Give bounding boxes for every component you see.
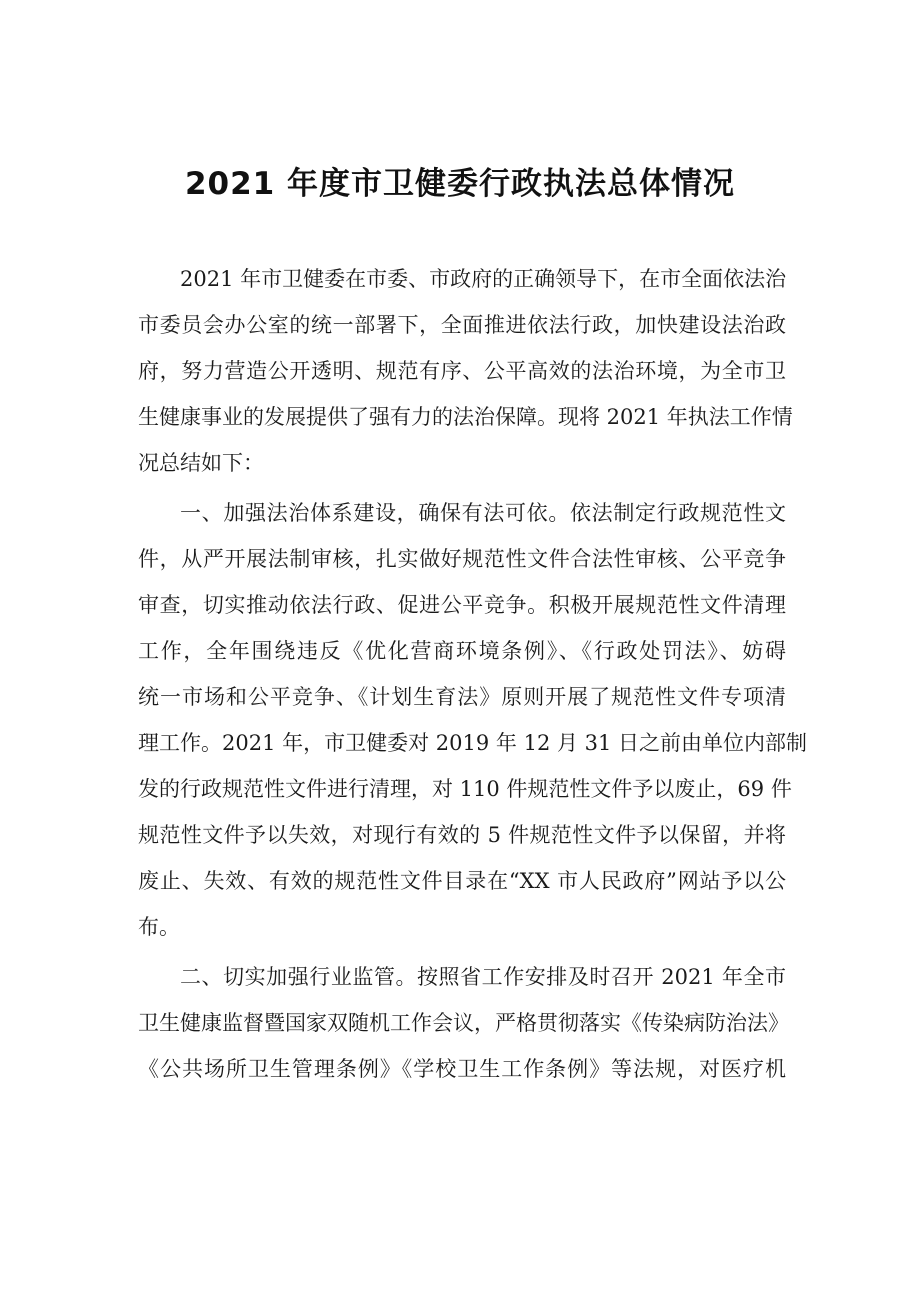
text-line: 一、加强法治体系建设，确保有法可依。依法制定行政规范性文 [180, 501, 786, 525]
text-line: 二、切实加强行业监管。按照省工作安排及时召开 2021 年全市 [180, 965, 786, 989]
text-line: 规范性文件予以失效，对现行有效的 5 件规范性文件予以保留，并将 [138, 823, 786, 847]
text-line: 况总结如下： [138, 451, 264, 475]
document-title: 2021 年度市卫健委行政执法总体情况 [184, 166, 736, 202]
text-line: 发的行政规范性文件进行清理，对 110 件规范性文件予以废止，69 件 [138, 777, 792, 801]
text-line: 布。 [138, 915, 180, 939]
text-line: 工作，全年围绕违反《优化营商环境条例》、《行政处罚法》、妨碍 [138, 639, 786, 663]
text-line: 统一市场和公平竞争、《计划生育法》原则开展了规范性文件专项清 [138, 685, 786, 709]
paragraph-section-1 [138, 490, 808, 950]
text-line: 2021 年市卫健委在市委、市政府的正确领导下，在市全面依法治 [180, 267, 787, 291]
text-line: 《公共场所卫生管理条例》《学校卫生工作条例》等法规，对医疗机 [138, 1057, 786, 1081]
document-body [138, 256, 808, 1092]
text-line: 生健康事业的发展提供了强有力的法治保障。现将 2021 年执法工作情 [138, 405, 793, 429]
text-line: 审查，切实推动依法行政、促进公平竞争。积极开展规范性文件清理 [138, 593, 786, 617]
text-line: 市委员会办公室的统一部署下，全面推进依法行政，加快建设法治政 [138, 313, 786, 337]
text-line: 件，从严开展法制审核，扎实做好规范性文件合法性审核、公平竞争 [138, 547, 786, 571]
text-line: 废止、失效、有效的规范性文件目录在“XX 市人民政府”网站予以公 [138, 869, 786, 893]
paragraph-intro [138, 256, 793, 486]
text-line: 卫生健康监督暨国家双随机工作会议，严格贯彻落实《传染病防治法》 [138, 1011, 789, 1035]
text-line: 理工作。2021 年，市卫健委对 2019 年 12 月 31 日之前由单位内部制 [138, 731, 808, 755]
paragraph-section-2 [138, 954, 789, 1092]
text-line: 府，努力营造公开透明、规范有序、公平高效的法治环境，为全市卫 [138, 359, 786, 383]
